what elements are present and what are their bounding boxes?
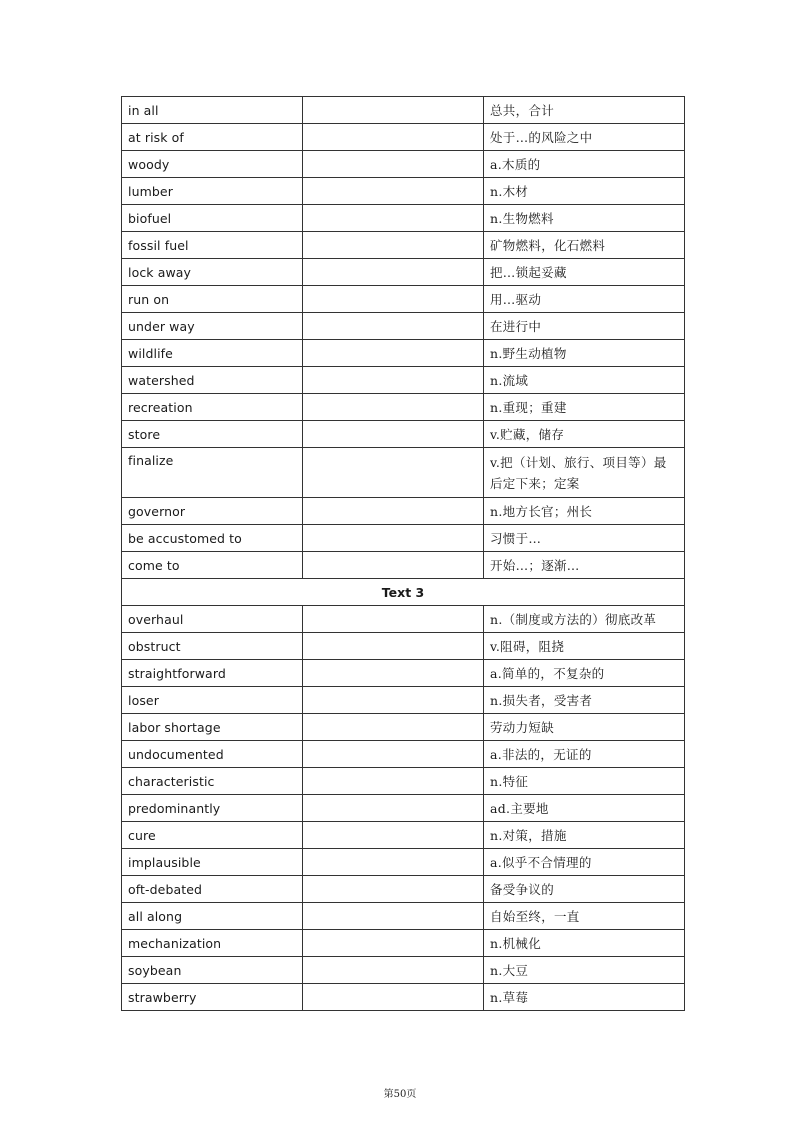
english-term: undocumented <box>122 741 303 768</box>
blank-cell <box>303 313 484 340</box>
vocab-row <box>122 498 685 525</box>
english-term: in all <box>122 97 303 124</box>
blank-cell <box>303 930 484 957</box>
chinese-meaning: n.重现；重建 <box>484 394 685 421</box>
vocab-row <box>122 286 685 313</box>
vocab-row <box>122 178 685 205</box>
english-term: at risk of <box>122 124 303 151</box>
vocab-row <box>122 903 685 930</box>
english-term: strawberry <box>122 984 303 1011</box>
chinese-meaning: 在进行中 <box>484 313 685 340</box>
chinese-meaning: 处于…的风险之中 <box>484 124 685 151</box>
blank-cell <box>303 97 484 124</box>
english-term: biofuel <box>122 205 303 232</box>
chinese-meaning: v.把（计划、旅行、项目等）最后定下来；定案 <box>484 448 685 498</box>
blank-cell <box>303 849 484 876</box>
english-term: come to <box>122 552 303 579</box>
vocab-row <box>122 633 685 660</box>
blank-cell <box>303 232 484 259</box>
blank-cell <box>303 151 484 178</box>
vocab-row <box>122 448 685 498</box>
chinese-meaning: n.损失者，受害者 <box>484 687 685 714</box>
chinese-meaning: n.草莓 <box>484 984 685 1011</box>
chinese-meaning: n.生物燃料 <box>484 205 685 232</box>
english-term: oft-debated <box>122 876 303 903</box>
chinese-meaning: v.贮藏，储存 <box>484 421 685 448</box>
blank-cell <box>303 259 484 286</box>
blank-cell <box>303 394 484 421</box>
chinese-meaning: 习惯于… <box>484 525 685 552</box>
chinese-meaning: ad.主要地 <box>484 795 685 822</box>
vocab-row <box>122 714 685 741</box>
vocab-row <box>122 876 685 903</box>
chinese-meaning: 把…锁起妥藏 <box>484 259 685 286</box>
blank-cell <box>303 367 484 394</box>
blank-cell <box>303 178 484 205</box>
blank-cell <box>303 741 484 768</box>
english-term: characteristic <box>122 768 303 795</box>
chinese-meaning: 矿物燃料，化石燃料 <box>484 232 685 259</box>
blank-cell <box>303 340 484 367</box>
vocab-row <box>122 930 685 957</box>
vocab-row <box>122 394 685 421</box>
vocab-row <box>122 259 685 286</box>
blank-cell <box>303 552 484 579</box>
chinese-meaning: 自始至终，一直 <box>484 903 685 930</box>
vocab-row <box>122 984 685 1011</box>
chinese-meaning: n.特征 <box>484 768 685 795</box>
vocab-row <box>122 552 685 579</box>
vocab-row <box>122 124 685 151</box>
blank-cell <box>303 606 484 633</box>
chinese-meaning: n.对策，措施 <box>484 822 685 849</box>
chinese-meaning: n.机械化 <box>484 930 685 957</box>
chinese-meaning: a.似乎不合情理的 <box>484 849 685 876</box>
blank-cell <box>303 957 484 984</box>
english-term: soybean <box>122 957 303 984</box>
blank-cell <box>303 205 484 232</box>
vocab-row <box>122 232 685 259</box>
english-term: watershed <box>122 367 303 394</box>
vocab-row <box>122 367 685 394</box>
english-term: overhaul <box>122 606 303 633</box>
blank-cell <box>303 124 484 151</box>
english-term: governor <box>122 498 303 525</box>
chinese-meaning: n.地方长官；州长 <box>484 498 685 525</box>
vocab-row <box>122 741 685 768</box>
vocab-row <box>122 606 685 633</box>
english-term: be accustomed to <box>122 525 303 552</box>
blank-cell <box>303 421 484 448</box>
vocabulary-table <box>121 96 685 1011</box>
blank-cell <box>303 822 484 849</box>
english-term: predominantly <box>122 795 303 822</box>
english-term: lumber <box>122 178 303 205</box>
english-term: mechanization <box>122 930 303 957</box>
english-term: wildlife <box>122 340 303 367</box>
chinese-meaning: a.木质的 <box>484 151 685 178</box>
vocab-row <box>122 660 685 687</box>
blank-cell <box>303 903 484 930</box>
vocab-row <box>122 849 685 876</box>
chinese-meaning: 开始…；逐渐… <box>484 552 685 579</box>
blank-cell <box>303 714 484 741</box>
vocab-row <box>122 822 685 849</box>
english-term: finalize <box>122 448 303 498</box>
english-term: store <box>122 421 303 448</box>
section-heading: Text 3 <box>122 579 685 606</box>
english-term: straightforward <box>122 660 303 687</box>
blank-cell <box>303 633 484 660</box>
vocab-row <box>122 97 685 124</box>
vocab-row <box>122 340 685 367</box>
blank-cell <box>303 525 484 552</box>
english-term: all along <box>122 903 303 930</box>
english-term: labor shortage <box>122 714 303 741</box>
english-term: cure <box>122 822 303 849</box>
chinese-meaning: a.简单的，不复杂的 <box>484 660 685 687</box>
blank-cell <box>303 768 484 795</box>
vocab-row <box>122 687 685 714</box>
vocab-row <box>122 313 685 340</box>
vocabulary-table-body <box>122 97 685 1011</box>
chinese-meaning: a.非法的，无证的 <box>484 741 685 768</box>
english-term: implausible <box>122 849 303 876</box>
chinese-meaning: v.阻碍，阻挠 <box>484 633 685 660</box>
section-heading-row <box>122 579 685 606</box>
blank-cell <box>303 498 484 525</box>
english-term: obstruct <box>122 633 303 660</box>
blank-cell <box>303 795 484 822</box>
chinese-meaning: n.野生动植物 <box>484 340 685 367</box>
vocab-row <box>122 205 685 232</box>
chinese-meaning: 备受争议的 <box>484 876 685 903</box>
vocab-row <box>122 151 685 178</box>
english-term: under way <box>122 313 303 340</box>
page-number: 第50页 <box>383 1089 417 1100</box>
blank-cell <box>303 448 484 498</box>
vocab-row <box>122 525 685 552</box>
vocab-row <box>122 768 685 795</box>
chinese-meaning: n.流域 <box>484 367 685 394</box>
chinese-meaning: 用…驱动 <box>484 286 685 313</box>
blank-cell <box>303 660 484 687</box>
blank-cell <box>303 876 484 903</box>
english-term: woody <box>122 151 303 178</box>
english-term: recreation <box>122 394 303 421</box>
vocab-row <box>122 421 685 448</box>
chinese-meaning: 劳动力短缺 <box>484 714 685 741</box>
blank-cell <box>303 984 484 1011</box>
english-term: fossil fuel <box>122 232 303 259</box>
english-term: lock away <box>122 259 303 286</box>
english-term: loser <box>122 687 303 714</box>
blank-cell <box>303 286 484 313</box>
chinese-meaning: 总共，合计 <box>484 97 685 124</box>
chinese-meaning: n.（制度或方法的）彻底改革 <box>484 606 685 633</box>
chinese-meaning: n.大豆 <box>484 957 685 984</box>
vocab-row <box>122 795 685 822</box>
vocab-row <box>122 957 685 984</box>
english-term: run on <box>122 286 303 313</box>
blank-cell <box>303 687 484 714</box>
chinese-meaning: n.木材 <box>484 178 685 205</box>
